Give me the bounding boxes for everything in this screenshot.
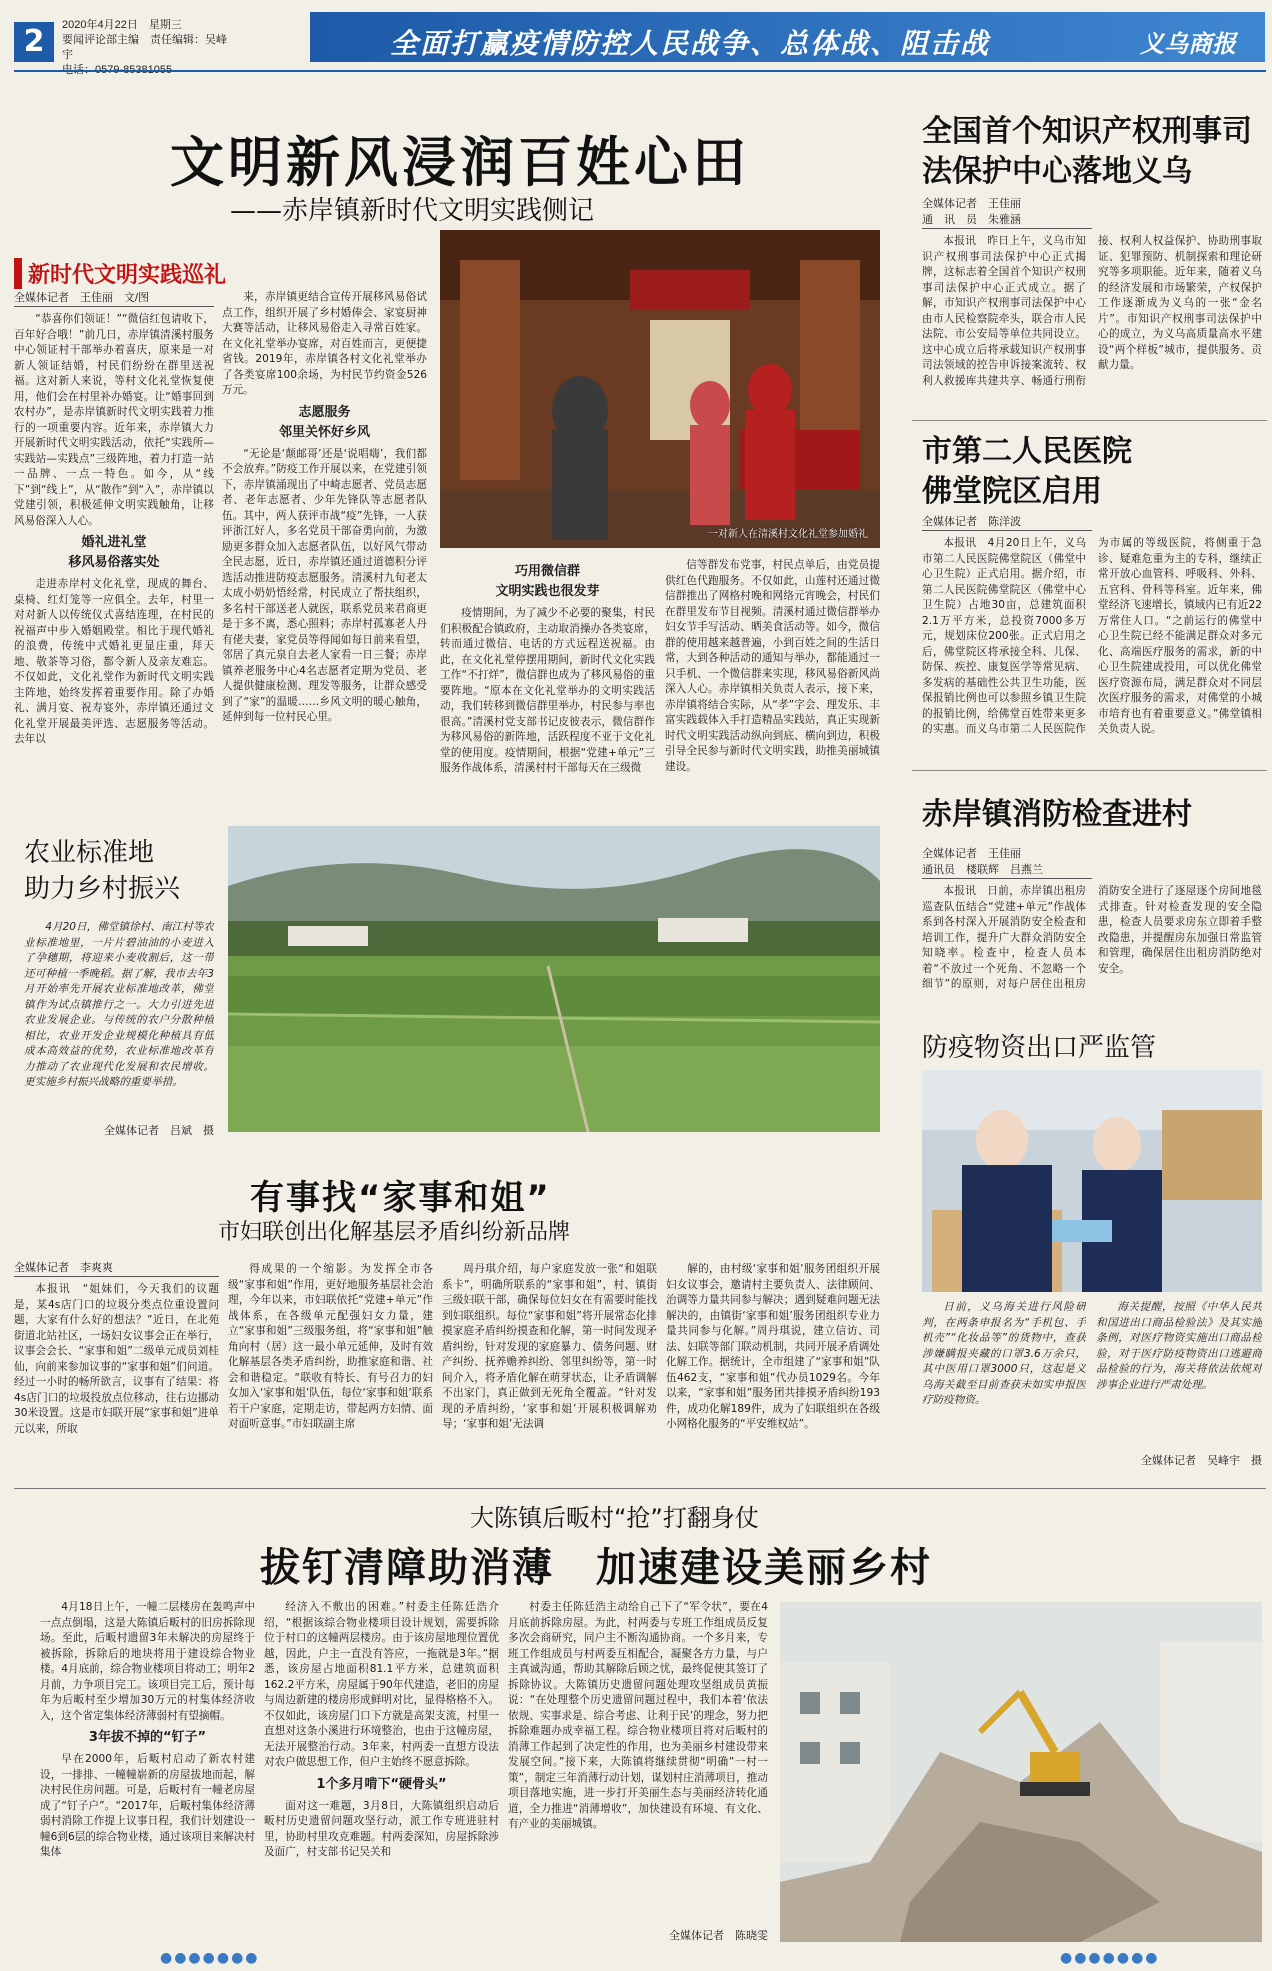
wedding-photo [440,230,880,548]
hospital-byline: 全媒体记者 陈洋波 [922,514,1092,531]
paragraph: 面对这一难题，3月8日，大陈镇组织启动后畈村历史遗留问题攻坚行动，派工作专班进驻村里，协助村里攻克难题。村两委深知，房屋拆除涉及面广，村支部书记吴关和 [264,1799,499,1858]
paragraph: 早在2000年，后畈村启动了新农村建设，一排排、一幢幢崭新的房屋拔地而起，解决村民住房问题。可是，后畈村有一幢老房屋成了“钉子户”。“2017年，后畈村集体经济薄弱村消除工作提上议事日程，我们计划建设一幢6到6层的综合物业楼，通过该项目来解决村集体 [40,1753,255,1858]
paragraph: 疫情期间，为了减少不必要的聚集，村民们积极配合镇政府，主动取消操办各类宴席，转而通过微信、电话的方式远程送祝福。由此，在文化礼堂停摆用期间，新时代文化实践工作“不打烊”，微信群也成为了移风易俗的重要阵地。“原本在文化礼堂举办的文明实践活动，我们转移到微信群里举办，村民参与率也很高。”清溪村党支部书记皮彼表示，微信群作为移风易俗的新阵地，活跃程度不亚于文化礼堂的使用度。疫情期间，根据“党建+单元”三服务作战体系，清溪村村干部每天在三级微 [440,607,655,774]
farmland-photo [228,826,880,1132]
subhead: 1个多月啃下“硬骨头” [316,1776,447,1792]
paragraph: 信等群发布党事，村民点单后，由党员提供红色代跑服务。不仅如此，山莲村还通过微信群推出了网格村晚和网络元宵晚会，村民们在群里发布节目视频。清溪村通过微信群举办妇女节手写活动、晒美食活动等。如今，微信群的使用越来越普遍，小到百姓之间的生活日常，大到各种活动的通知与举办，都能通过一只手机、一个微信群来实现，移风易俗新风尚深入人心。赤岸镇相关负责人表示，接下来，赤岸镇将结合实际，从“孝”字会、理发乐、丰富实践载体入手打造精品实践站，真正实现新时代文明实践活动纵向到底、横向到边，积极引导全民参与新时代文明实践，助推美丽城镇建设。 [665,559,880,773]
fire-byline-2: 通讯员 楼联辉 吕燕兰 [922,862,1092,879]
section-tag: 新时代文明实践巡礼 [14,258,226,289]
header-info [62,18,232,78]
lead-byline: 全媒体记者 王佳丽 文/图 [14,290,214,307]
paragraph: “无论是‘颠邮哥’还是‘说唱嗨’，我们都不会放弃。”防疫工作开展以来，在党建引领下，赤岸镇涌现出了中崎志愿者、党员志愿者、老年志愿者、少年先锋队等志愿者队伍。其中，两人获评市战“疫”先锋，一人获评浙江好人，多名党员干部奋勇向前，为激励更多群众加入志愿者队伍，以好风气带动全民志愿，近日，赤岸镇还通过道德积分评选活动推进防疫志愿服务。清溪村九旬老太太成小奶奶悟经常，村民成立了帮扶组织，多名村干部送老人就医，联系党员来君商更是于多不离，悉心照料；赤岸村孤寡老人丹有佬夫妻，家党员等得闻如每日前来看望，邻居了真元泉自去老人家看一日三餐；赤岸镇养老服务中心4名志愿者定期为党员、老人提供健康检测、理发等服务，让群众感受到了“家”的温暖……乡风文明的暖心触角，延伸到每一位村民心里。 [222,447,427,723]
demolition-photo [780,1602,1262,1942]
paragraph: 经济入不敷出的困难。”村委主任陈廷浩介绍，“根据该综合物业楼项目设计规划，需要拆除位于村口的这幢两层楼房。由于该房屋地理位置优越，因此，户主一直没有答应，一拖就是3年。”据悉，该房屋占地面积81.1平方米，总建筑面积162.2平方米，房屋属于90年代建造，老旧的房屋与周边新建的楼房形成鲜明对比，显得格格不入。不仅如此，该房屋门口下方就是高架支流，村里一直想对这条小溪进行环境整治，也由于这幢房屋，无法开展整治行动。3年来，村两委一直想方设法对农户做思想工作，但户主始终不愿意拆除。 [264,1601,499,1768]
paragraph: 4月18日上午，一幢二层楼房在轰鸣声中一点点倒塌，这是大陈镇后畈村的旧房拆除现场。至此，后畈村遗留3年未解决的房屋终于被拆除，拆除后的地块将用于建设综合物业楼。4月底前，综合物业楼项目将动工；明年2月前，力争项目完工。该项目完工后，预计每年为后畈村至少增加30万元的村集体经济收入，这个省定集体经济薄弱村有望摘帽。 [40,1601,255,1722]
demolition-photo-image [780,1602,1262,1942]
fire-byline-1: 全媒体记者 王佳丽 [922,848,1021,860]
women-subtitle: 市妇联创出化解基层矛盾纠纷新品牌 [218,1220,571,1245]
fire-body [922,884,1262,1024]
epidemic-body-2 [1096,1300,1262,1450]
paragraph: 本报讯 日前，赤岸镇出租房巡查队伍结合“党建+单元”作战体系到各村深入开展消防安全检查和培训工作，提升广大群众消防安全知晓率。检查中，检查人员本着“不放过一个死角、不忽略一个细节”的原则，对每户居住出租房消防安全进行了逐屋逐个房间地毯式排查。针对检查发现的安全隐患，检查人员要求房东立即着手整改隐患，并提醒房东加强日常监管和管理，确保居住出租房消防绝对安全。 [922,885,1262,990]
paragraph: 海关提醒，按照《中华人民共和国进出口商品检验法》及其实施条例，对医疗物资实施出口商品检验，对于医疗防疫物资出口逃避商品检验的行为，海关将依法依规对涉事企业进行严肃处理。 [1096,1301,1262,1391]
women-col3 [442,1262,657,1470]
ip-byline-1: 全媒体记者 王佳丽 [922,198,1021,210]
subhead: 3年拔不掉的“钉子” [88,1730,207,1745]
subhead: 婚礼进礼堂 移风易俗落实处 [68,535,160,570]
agri-body [24,920,214,1120]
demolish-title: 拔钉清障助消薄 加速建设美丽乡村 [260,1545,932,1591]
paragraph: “恭喜你们领证！”“微信红包请收下，百年好合哦！”前几日，赤岸镇清溪村服务中心领证村干部举办着喜庆，原来是一对新人领证结婚，村民们纷纷在群里送祝福。这对新人来说，等村文化礼堂恢复使用，他们会在村里补办婚宴。让“婚事回到农村办”，是赤岸镇新时代文明实践着力推行的一项重要内容。近年来，赤岸镇大力开展新时代文明实践活动，依托“实践所—实践站—实践点”三级阵地，着力打造一站一品牌、一点一特色。如今，从“线下”到“线上”，从“散作”到“入”，赤岸镇以党建引领，积极延伸文明实践触角，让移风易俗深入人心。 [14,313,214,527]
paragraph: 本报讯 “姐妹们，今天我们的议题是，某4s店门口的垃圾分类点位重设置问题，大家有什么好的想法？”近日，在北苑街道北站社区，一场妇女议事会正在举行，议事会会长、“家事和姐”二级单元成员刘桂仙，向前来参加议事的“家事和姐”们问道。经过一小时的畅所欲言，议事有了结果：将4s店门口的垃圾投放点位移动，往右边挪动30米设置。这是市妇联开展“家事和姐”进单元以来，所取 [14,1283,219,1435]
agri-title: 农业标准地 助力乡村振兴 [24,838,181,904]
epidemic-body-1 [922,1300,1086,1470]
demolish-col2 [264,1600,499,1945]
lead-title: 文明新风浸润百姓心田 [170,131,750,194]
women-col1 [14,1282,219,1470]
date-line: 2020年4月22日 星期三 [62,19,182,31]
paragraph: 来，赤岸镇更结合宣传开展移风易俗试点工作，组织开展了乡村婚俸会、家宴厨神大赛等活动，让移风易俗走入寻常百姓家。在文化礼堂举办宴席，对百姓而言，更便捷省钱。2019年，赤岸镇各村文化礼堂举办了各类宴席100余场，为村民节约资金526万元。 [222,291,427,396]
farmland-photo-image [228,826,880,1132]
paragraph: 本报讯 4月20日上午，义乌市第二人民医院佛堂院区（佛堂中心卫生院）正式启用。据介绍，市第二人民医院佛堂院区（佛堂中心卫生院）占地30亩，总建筑面积2.1万平方米，总投资7000多万元，规划床位200张。正式启用之后，佛堂院区将承接全科、儿保、防保、疾控、康复医学等常见病、多发病的基础性公共卫生功能，医保报销比例也可以参照乡镇卫生院的报销比例，给佛堂百姓带来更多的实惠。而义乌市第二人民医院作为市属的等级医院，将侧重于急诊、疑难危重为主的专科，继续正常开放心血管科、呼吸科、外科、五官科、骨科等科室。近年来，佛堂经济飞速增长，镇域内已有近22万常住人口。“之前运行的佛堂中心卫生院已经不能满足群众对多元化、高端医疗服务的需求，新的中心卫生院建成投用，可以优化佛堂医疗资源布局，满足群众对不同层次医疗服务的需求，对佛堂的小城市培育也有着重要意义。”佛堂镇相关负责人说。 [922,537,1262,735]
paragraph: 4月20日，佛堂镇徐村、南江村等农业标准地里，一片片碧油油的小麦进入了孕穗期，将迎来小麦收割后，这一带还可种植一季晚稻。据了解，我市去年3月开始率先开展农业标准地改革，佛堂镇作为试点镇推行之一。大力引进先进农业发展企业。与传统的农户分散种植相比，农业开发企业规模化种植具有低成本高效益的优势，农业标准地改革有力推动了农业现代化发展和农民增收。更实施乡村振兴战略的重要举措。 [24,921,214,1088]
ip-body [922,234,1262,434]
paragraph: 解的，由村级‘家事和姐’服务团组织开展妇女议事会，邀请村主要负责人、法律顾问、治调等力量共同参与解决；遇到疑难问题无法解决的，由镇街‘家事和姐’服务团组织专业力量共同参与化解。”周丹琪说，建立信访、司法、妇联等部门联动机制，共同开展矛盾调处化解工作。据统计，全市组建了“家事和姐”队伍462支，“家事和姐”代办员1029名。今年以来，“家事和姐”服务团共排摸矛盾纠纷193件，成功化解189件，成为了妇联组织在各级小网格化服务的“平安维权站”。 [666,1263,880,1430]
agri-byline: 全媒体记者 吕斌 摄 [104,1125,214,1137]
customs-photo-image [922,1070,1262,1292]
section-rule [14,1488,1266,1489]
epidemic-title: 防疫物资出口严监管 [922,1033,1157,1063]
lead-col4 [665,558,880,784]
women-title: 有事找“家事和姐” [250,1178,551,1218]
paragraph: 村委主任陈廷浩主动给自己下了“军令状”，要在4月底前拆除房屋。为此，村两委与专班工作组成员反复多次会商研究，同户主不断沟通协商。一个多月来，专班工作组成员与村两委互相配合，凝聚各方力量，与户主真诚沟通，帮助其解除后顾之忧，最终促使其签订了拆除协议。大陈镇历史遗留问题处理攻坚组成员黄振说：“在处理整个历史遗留问题过程中，我们本着‘依法依规、实事求是、综合考虑、让利于民’的理念，努力把拆除难题办成幸福工程。综合物业楼项目将对后畈村的消薄工作起到了决定性的作用，也为美丽乡村建设带来发展空间。”接下来，大陈镇将继续贯彻“明确”一村一策”，制定三年消薄行动计划，谋划村庄消薄项目，推动项目落地实施，进一步打开美丽生态与美丽经济转化通道，全力推进“消薄增收”，加快建设有环境、有文化、有产业的美丽城镇。 [508,1601,768,1830]
women-byline: 全媒体记者 李爽爽 [14,1260,219,1277]
lead-col2 [222,290,427,782]
dept-line: 要闻评论部主编 责任编辑：吴峰宇 [62,34,227,61]
lead-subtitle: ——赤岸镇新时代文明实践侧记 [230,196,595,226]
paragraph: 日前，义乌海关进行风险研判，在两条申报名为“手机包、手机壳”“化妆品等”的货物中，查获涉嫌瞒报夹藏的口罩3.6万余只，其中医用口罩3000只，这起是义乌海关截至目前查获未如实申报医疗防疫物资。 [922,1301,1086,1406]
page-header [0,0,1272,74]
footer-dots-right: ●●●●●●● [1060,1950,1160,1966]
photo-caption: 一对新人在清溪村文化礼堂参加婚礼 [708,529,868,540]
header-rule [14,70,1266,72]
ip-byline-2: 通 讯 员 朱雅涵 [922,212,1092,229]
demolish-col3 [508,1600,768,1925]
divider [912,420,1267,421]
page-number: 2 [14,22,54,62]
paragraph: 走进赤岸村文化礼堂，现成的舞台、桌椅、红灯笼等一应俱全。去年，村里一对对新人以传统仪式喜结连理，在村民的祝福声中步入婚姻殿堂。相比于现代婚礼的浪费，传统中式婚礼更显庄重，拜天地、敬茶等习俗，都令新人及亲友难忘。不仅如此，文化礼堂作为新时代文明实践主阵地，始终发挥着重要作用。除了办婚礼、满月宴、祝寿宴外，赤岸镇还通过文化礼堂开展最美评选、志愿服务等活动。去年以 [14,578,214,745]
women-col2 [228,1262,433,1470]
demolish-kicker: 大陈镇后畈村“抢”打翻身仗 [470,1504,759,1532]
demolish-byline: 全媒体记者 陈晓雯 [669,1930,768,1942]
ip-title: 全国首个知识产权刑事司法保护中心落地义乌 [922,114,1252,189]
epidemic-byline: 全媒体记者 吴峰宇 摄 [1141,1455,1262,1467]
hospital-title: 市第二人民医院 佛堂院区启用 [922,434,1132,509]
paragraph: 本报讯 昨日上午，义乌市知识产权刑事司法保护中心正式揭牌，这标志着全国首个知识产权刑事司法保护中心正式成立。据了解，市知识产权刑事司法保护中心由市人民检察院牵头，联合市人民法院、市公安局等单位共同设立。这中心成立后将承载知识产权刑事司法领域的控告申诉接案流转、权利人救援库共建共享、畅通行刑衔接、权利人权益保护、协助刑事取证、犯罪预防、机制探索和理论研究等多项职能。近年来，随着义乌的经济发展和市场繁荣，产权保护工作逐渐成为义乌的一张“金名片”。市知识产权刑事司法保护中心的成立，为义乌高质量高水平建设“两个样板”城市，提供服务、贡献力量。 [922,235,1262,387]
customs-photo [922,1070,1262,1292]
wedding-photo-image [440,230,880,548]
divider [912,770,1267,771]
fire-title: 赤岸镇消防检查进村 [922,797,1192,832]
lead-col3 [440,558,655,784]
hospital-body [922,536,1262,764]
lead-col1 [14,312,214,782]
banner-slogan: 全面打赢疫情防控人民战争、总体战、阻击战 [390,27,991,60]
demolish-col1 [40,1600,255,1945]
subhead: 巧用微信群 文明实践也很发芽 [495,564,600,599]
women-col4 [666,1262,880,1470]
paragraph: 得成果的一个缩影。为发挥全市各级“家事和姐”作用，更好地服务基层社会治理，今年以来，市妇联依托“党建+单元”作战体系，在各级单元配强妇女力量，建立“家事和姐”三级服务组，将“家事和姐”触角向村（居）这一最小单元延伸，及时有效化解基层各类矛盾纠纷，助推家庭和谐、社会和谐稳定。“联收有特长、有号召力的妇女加入‘家事和姐’队伍，每位‘家事和姐’联系若干户家庭，定期走访，带起两方妇情、面对面听意事。”市妇联副主席 [228,1263,433,1430]
footer-dots-left: ●●●●●●● [160,1950,260,1966]
paragraph: 周丹琪介绍，每户家庭发放一张“和姐联系卡”，明确所联系的“家事和姐”，村、镇街三级妇联干部，确保每位妇女在有需要时能找到妇联组织。每位“家事和姐”将开展常态化排摸家庭矛盾纠纷摸查和化解，第一时间发现矛盾纠纷，针对发现的家庭暴力、债务问题、财产纠纷、抚养赡养纠纷、邻里纠纷等，第一时间介入，将矛盾化解在萌芽状态，让矛盾调解不出家门，真正做到无死角全覆盖。“针对发现的矛盾纠纷，‘家事和姐’开展积极调解劝导；‘家事和姐’无法调 [442,1263,657,1430]
masthead: 义乌商报 [1140,29,1236,58]
subhead: 志愿服务 邻里关怀好乡风 [278,404,370,440]
